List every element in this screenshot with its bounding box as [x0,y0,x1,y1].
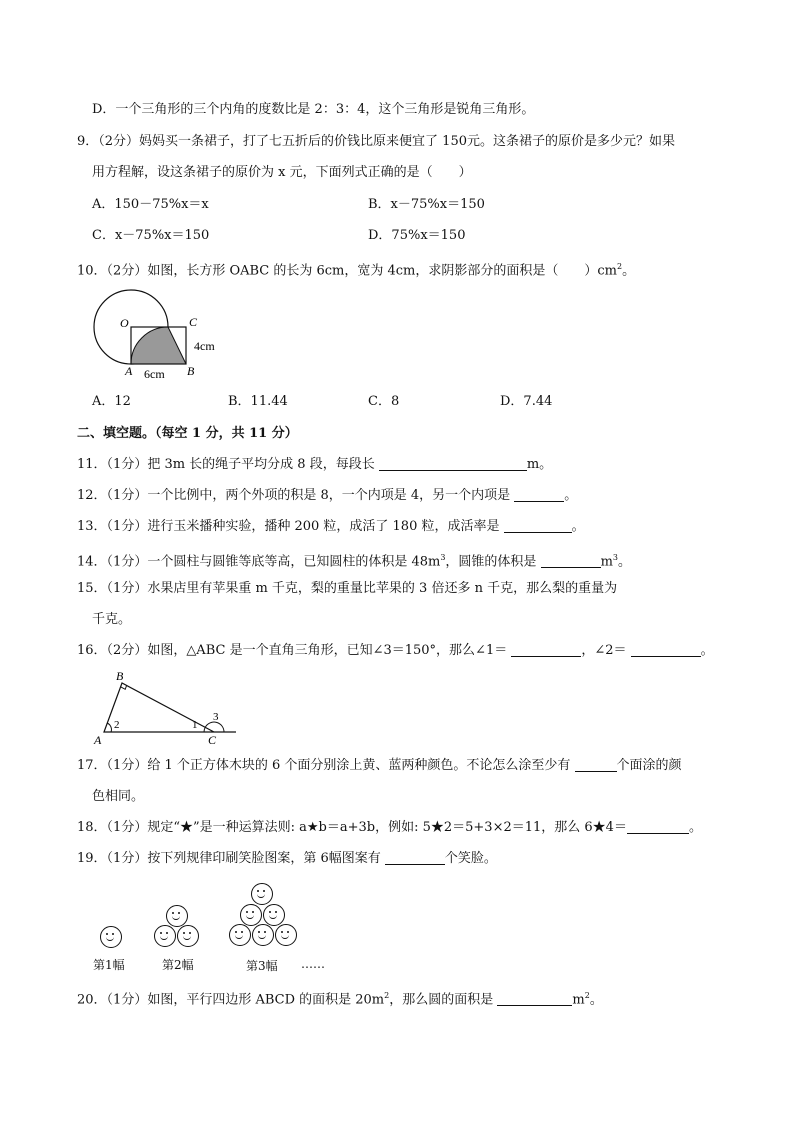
q18-end: 。 [688,820,702,835]
smiley-icon [166,905,188,927]
q15-line2: 千克。 [92,612,132,627]
q16-label-c: C [208,733,217,747]
q16-text: 16．（2分）如图，△ABC 是一个直角三角形，已知∠3＝150°，那么∠1＝ [77,643,508,658]
q13-answer-blank[interactable] [504,519,572,533]
q16-text-mid: ，∠2＝ [581,643,627,658]
q10-label-a: A [125,364,133,378]
q19-caption-3: 第3幅 [246,959,278,973]
q16 [77,642,714,660]
q14-text-mid: ，圆锥的体积是 [445,554,537,570]
q10-width-label: 4cm [194,339,215,353]
q14-exponent-2: 3 [612,553,618,562]
q9-option-b: B．x－75%x＝150 [368,197,485,212]
q11-text: 11．（1分）把 3m 长的绳子平均分成 8 段，每段长 [77,457,375,472]
q16-end: 。 [700,643,714,658]
q10-option-c: C．8 [368,394,400,409]
q10-unit-exponent: 2 [617,262,623,271]
q14 [77,549,631,571]
q11-answer-blank[interactable] [379,457,527,471]
q20-end: 。 [589,992,603,1008]
q16-angle-2-label: 2 [114,719,120,731]
q19-ellipsis: …… [301,957,325,971]
q18-answer-blank[interactable] [627,820,689,834]
q9-option-c: C．x－75%x＝150 [92,228,210,243]
q11 [77,456,552,474]
q13 [77,518,585,536]
q17-text-tail: 个面涂的颜 [616,758,682,773]
section-2-heading: 二、填空题。（每空 1 分，共 11 分） [77,426,298,441]
q20-answer-blank[interactable] [497,992,572,1006]
smiley-icon [154,925,176,947]
q20-exponent-1: 2 [384,991,390,1000]
smiley-icon [177,925,199,947]
q10-stem-end: 。 [622,263,636,279]
q12-end: 。 [564,488,578,503]
q11-unit: m。 [526,457,553,472]
q10-option-b: B．11.44 [228,394,288,409]
q16-figure [92,670,242,748]
q16-triangle [104,683,214,732]
q19-text-tail: 个笑脸。 [444,851,497,866]
smiley-icon [275,924,297,946]
q12 [77,487,577,505]
smiley-icon [263,904,285,926]
q14-exponent-1: 3 [440,553,446,562]
q10-stem-text: 10．（2分）如图，长方形 OABC 的长为 6cm，宽为 4cm，求阴影部分的面积是（ ）cm [77,263,617,279]
q20-text-mid: ，那么圆的面积是 [389,992,494,1008]
q14-end: 。 [618,554,632,570]
q13-end: 。 [571,519,585,534]
q8-option-d: D．一个三角形的三个内角的度数比是 2：3：4，这个三角形是锐角三角形。 [92,102,535,117]
q19-caption-2: 第2幅 [162,958,194,972]
q20-unit: m [572,992,585,1008]
q16-angle-3-label: 3 [213,711,219,723]
smiley-icon [252,924,274,946]
q14-unit: m [600,554,613,570]
q17-answer-blank[interactable] [575,758,617,772]
q18-text: 18．（1分）规定“★”是一种运算法则: a★b＝a+3b，例如: 5★2＝5+3×2＝11，那么 6★4＝ [77,820,627,835]
q15-line1: 15．（1分）水果店里有苹果重 m 千克，梨的重量比苹果的 3 倍还多 n 千克，那么梨的重量为 [77,581,618,596]
q20-text: 20．（1分）如图，平行四边形 ABCD 的面积是 20m [77,992,385,1008]
smiley-icon [251,883,273,905]
q16-label-a: A [94,733,102,747]
q13-text: 13．（1分）进行玉米播种实验，播种 200 粒，成活了 180 粒，成活率是 [77,519,500,534]
q10-length-label: 6cm [144,367,165,380]
q16-label-b: B [116,670,124,683]
q20-exponent-2: 2 [584,991,590,1000]
smiley-icon [100,926,122,948]
q9-stem-line2: 用方程解，设这条裙子的原价为 x 元，下面列式正确的是（ ） [92,165,472,180]
q17-text: 17．（1分）给 1 个正方体木块的 6 个面分别涂上黄、蓝两种颜色。不论怎么涂至少有 [77,758,571,773]
q17-line1 [77,757,682,775]
q16-answer-blank-2[interactable] [631,643,701,657]
q10-option-a: A．12 [92,394,131,409]
q9-option-a: A．150－75%x＝x [92,197,209,212]
q9-stem-line1: 9．（2分）妈妈买一条裙子，打了七五折后的价钱比原来便宜了 150元。这条裙子的原价是多少元？如果 [77,134,675,149]
smiley-icon [240,904,262,926]
smiley-icon [229,924,251,946]
q20 [77,987,603,1009]
q14-answer-blank[interactable] [541,554,601,568]
q19-text: 19．（1分）按下列规律印刷笑脸图案，第 6幅图案有 [77,851,381,866]
q19 [77,850,497,868]
q10-figure [88,285,228,380]
q18 [77,819,702,837]
q10-label-c: C [189,315,198,329]
q10-option-d: D．7.44 [500,394,553,409]
q12-text: 12．（1分）一个比例中，两个外项的积是 8，一个内项是 4，另一个内项是 [77,488,511,503]
q10-label-o: O [120,316,129,330]
q19-answer-blank[interactable] [385,851,445,865]
q9-option-d: D．75%x＝150 [368,228,466,243]
q19-caption-1: 第1幅 [93,958,125,972]
q14-text: 14．（1分）一个圆柱与圆锥等底等高，已知圆柱的体积是 48m [77,554,441,570]
q19-figure [88,878,348,974]
q12-answer-blank[interactable] [514,488,564,502]
q16-angle-1-label: 1 [192,719,198,731]
q17-line2: 色相同。 [92,789,145,804]
q16-answer-blank-1[interactable] [511,643,581,657]
q10-stem [77,258,635,280]
q10-label-b: B [187,364,195,378]
